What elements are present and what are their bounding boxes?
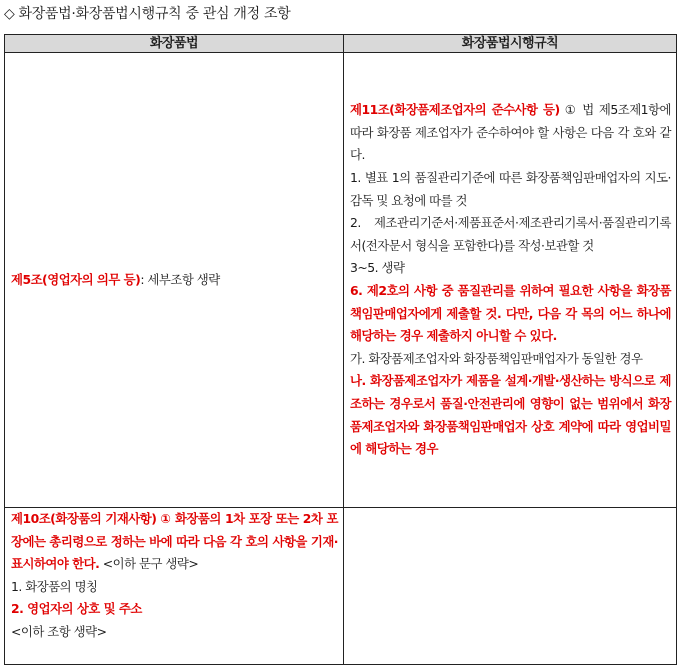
table-header-row <box>5 35 677 53</box>
rule-item-2: 2. 제조관리기준서·제품표준서·제조관리기록서·품질관리기록서(전자문서 형식을 포함한다)를 작성·보관할 것 <box>350 215 671 253</box>
header-cosmetics-act: 화장품법 <box>5 35 344 53</box>
article-11-intro-text: ① 법 제5조제1항에 따라 화장품 제조업자가 준수하여야 할 사항은 다음 각 호와 같다. <box>350 102 671 163</box>
rule-item-6: 6. 제2호의 사항 중 품질관리를 위하여 필요한 사항을 화장품책임판매업자에게 제출할 것. 다만, 다음 각 목의 어느 하나에 해당하는 경우 제출하지 아니할 수 있다. <box>350 283 671 344</box>
table-row <box>5 53 677 508</box>
page-title <box>4 4 290 24</box>
article-10-text: 제10조(화장품의 기재사항) ① 화장품의 1차 포장 또는 2차 포장에는 총리령으로 정하는 바에 따라 다음 각 호의 사항을 기재·표시하여야 한다. <box>11 511 338 572</box>
comparison-table <box>4 34 677 665</box>
act-article-5 <box>11 269 338 292</box>
article-10-omit-note: <이하 문구 생략> <box>99 556 199 572</box>
header-enforcement-rules: 화장품법시행규칙 <box>344 35 677 53</box>
rule-article-11-cell <box>344 53 677 508</box>
rule-item-3-5: 3~5. 생략 <box>350 260 405 276</box>
act-article-10-cell <box>5 508 344 665</box>
rule-item-ga: 가. 화장품제조업자와 화장품책임판매업자가 동일한 경우 <box>350 350 643 366</box>
act-article-10 <box>11 508 338 576</box>
act-item-1: 1. 화장품의 명칭 <box>11 578 98 594</box>
table-row <box>5 508 677 665</box>
empty-rule-cell <box>344 508 677 665</box>
rule-item-1: 1. 별표 1의 품질관리기준에 따른 화장품책임판매업자의 지도·감독 및 요청에 따를 것 <box>350 170 671 208</box>
act-omit-end: <이하 조항 생략> <box>11 623 107 639</box>
page-title-text: 화장품법·화장품법시행규칙 중 관심 개정 조항 <box>18 6 291 22</box>
rule-item-na: 나. 화장품제조업자가 제품을 설계·개발·생산하는 방식으로 제조하는 경우로서 품질·안전관리에 영향이 없는 범위에서 화장품제조업자와 화장품책임판매업자 상호 계약에 따라 영업비밀에 해당하는 경우 <box>350 373 671 457</box>
article-11-heading: 제11조(화장품제조업자의 준수사항 등) <box>350 102 560 118</box>
diamond-bullet-icon: ◇ <box>4 6 15 22</box>
act-item-2: 2. 영업자의 상호 및 주소 <box>11 601 142 617</box>
act-article-5-cell <box>5 53 344 508</box>
article-5-heading: 제5조(영업자의 의무 등) <box>11 271 141 287</box>
article-5-suffix: : 세부조항 생략 <box>140 271 220 287</box>
rule-article-11-intro <box>350 99 671 167</box>
